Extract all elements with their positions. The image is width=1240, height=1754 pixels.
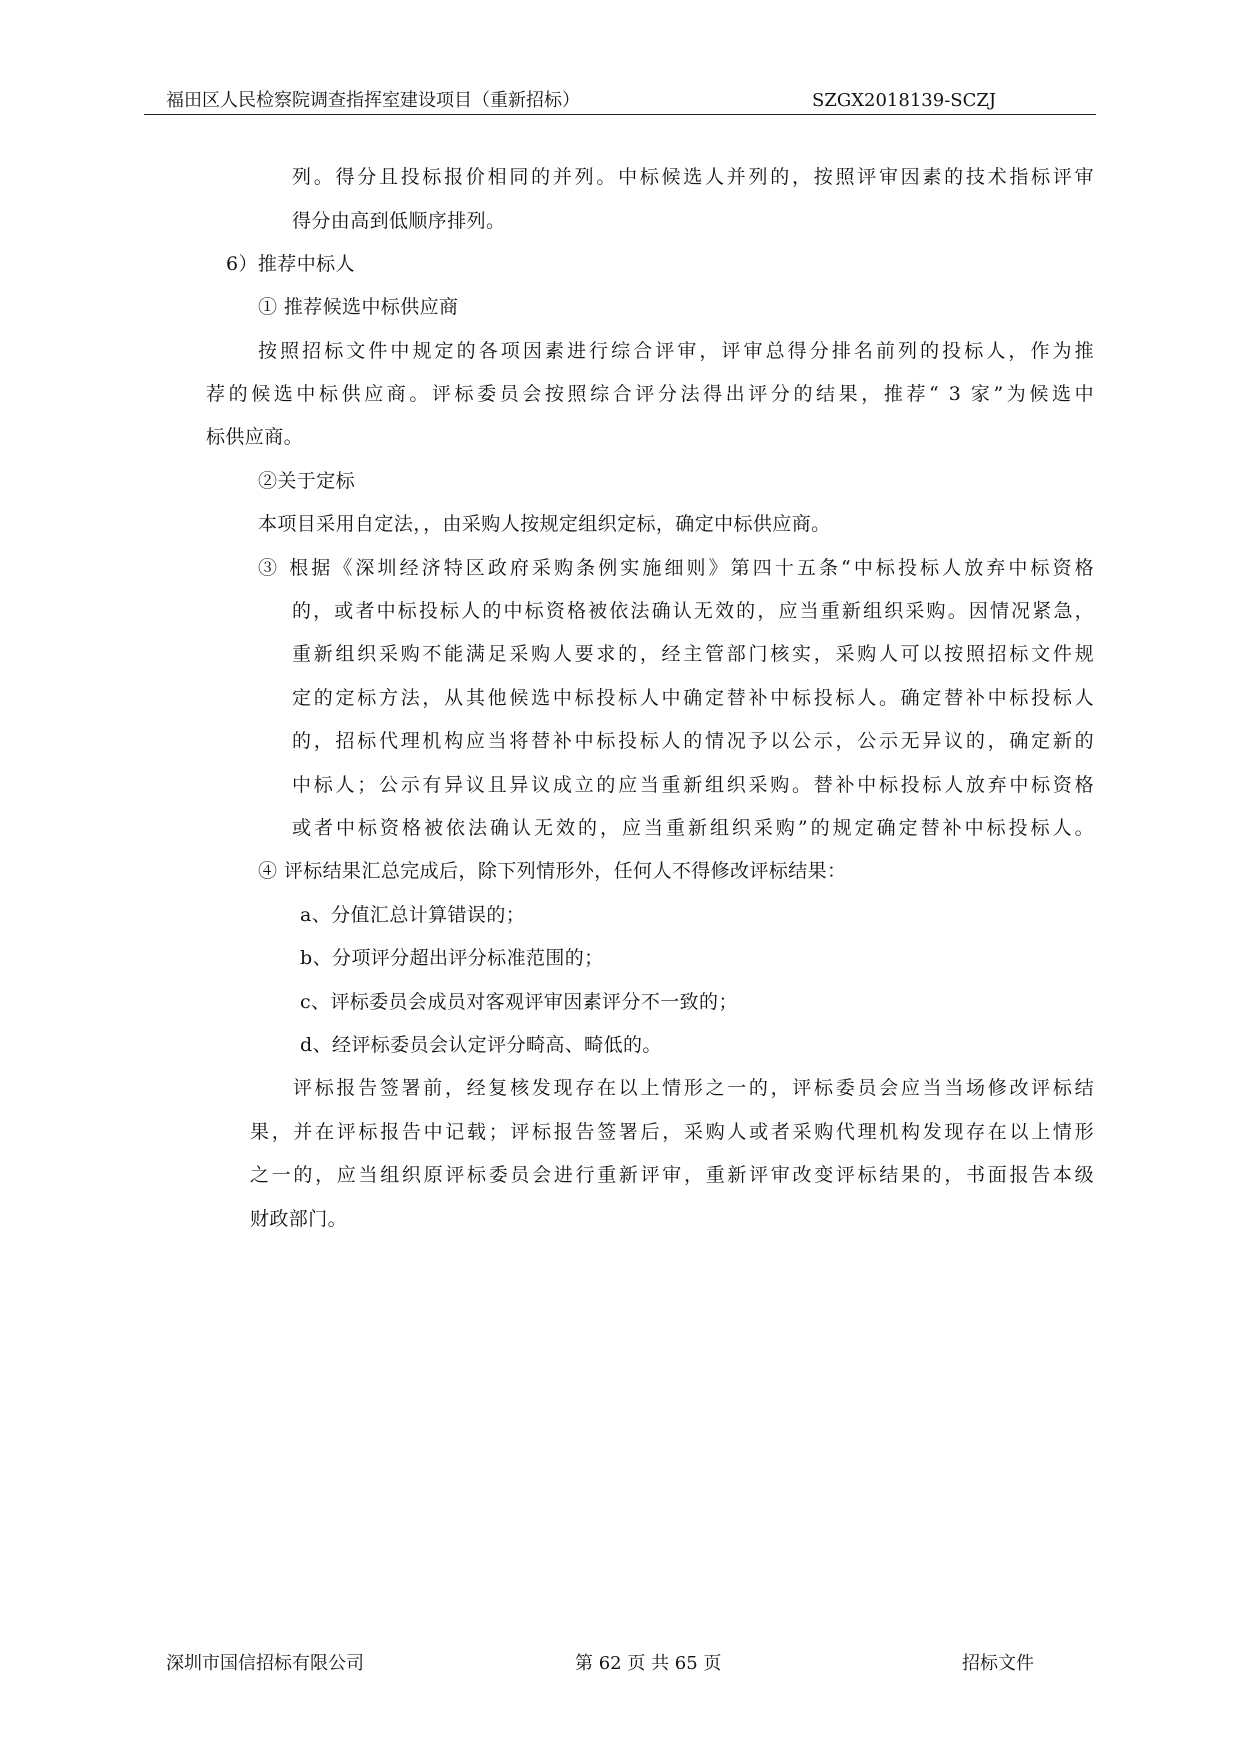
body-line-15: 中标人；公示有异议且异议成立的应当重新组织采购。替补中标投标人放弃中标资格 xyxy=(292,774,1094,796)
list-item-d: d、经评标委员会认定评分畸高、畸低的。 xyxy=(300,1034,662,1056)
header-project-code: SZGX2018139-SCZJ xyxy=(812,90,997,111)
body-line-23: 果，并在评标报告中记载；评标报告签署后，采购人或者采购代理机构发现存在以上情形 xyxy=(250,1121,1094,1143)
section-heading-6: 6）推荐中标人 xyxy=(226,253,355,275)
header-project-title: 福田区人民检察院调查指挥室建设项目（重新招标） xyxy=(166,90,580,111)
body-line-6: 荐的候选中标供应商。评标委员会按照综合评分法得出评分的结果，推荐“ 3 家”为候选中 xyxy=(206,383,1094,405)
body-line-14: 的，招标代理机构应当将替补中标投标人的情况予以公示，公示无异议的，确定新的 xyxy=(292,730,1094,752)
body-line-12: 重新组织采购不能满足采购人要求的，经主管部门核实，采购人可以按照招标文件规 xyxy=(292,643,1094,665)
footer-company: 深圳市国信招标有限公司 xyxy=(166,1653,364,1674)
item-heading-3: ③ 根据《深圳经济特区政府采购条例实施细则》第四十五条“中标投标人放弃中标资格 xyxy=(258,557,1094,579)
item-heading-2: ②关于定标 xyxy=(258,470,356,492)
body-line-9: 本项目采用自定法，，由采购人按规定组织定标，确定中标供应商。 xyxy=(258,513,831,535)
item-heading-1: ① 推荐候选中标供应商 xyxy=(258,296,459,318)
body-line-2: 得分由高到低顺序排列。 xyxy=(292,210,506,232)
body-line-13: 定的定标方法，从其他候选中标投标人中确定替补中标投标人。确定替补中标投标人 xyxy=(292,687,1094,709)
body-line-25: 财政部门。 xyxy=(250,1208,348,1230)
body-line-5: 按照招标文件中规定的各项因素进行综合评审，评审总得分排名前列的投标人，作为推 xyxy=(258,340,1094,362)
body-line-22: 评标报告签署前，经复核发现存在以上情形之一的，评标委员会应当当场修改评标结 xyxy=(293,1077,1094,1099)
body-line-1: 列。得分且投标报价相同的并列。中标候选人并列的，按照评审因素的技术指标评审 xyxy=(292,166,1094,188)
body-line-11: 的，或者中标投标人的中标资格被依法确认无效的，应当重新组织采购。因情况紧急， xyxy=(292,600,1094,622)
body-line-24: 之一的，应当组织原评标委员会进行重新评审，重新评审改变评标结果的，书面报告本级 xyxy=(250,1164,1094,1186)
item-heading-4: ④ 评标结果汇总完成后，除下列情形外，任何人不得修改评标结果： xyxy=(258,860,847,882)
footer-page-number: 第 62 页 共 65 页 xyxy=(575,1653,722,1674)
list-item-b: b、分项评分超出评分标准范围的； xyxy=(300,947,604,969)
list-item-a: a、分值汇总计算错误的； xyxy=(300,904,526,926)
body-line-16: 或者中标资格被依法确认无效的，应当重新组织采购”的规定确定替补中标投标人。 xyxy=(292,817,1094,839)
list-item-c: c、评标委员会成员对客观评审因素评分不一致的； xyxy=(300,991,738,1013)
footer-doc-type: 招标文件 xyxy=(962,1653,1034,1674)
body-line-7: 标供应商。 xyxy=(206,426,304,448)
